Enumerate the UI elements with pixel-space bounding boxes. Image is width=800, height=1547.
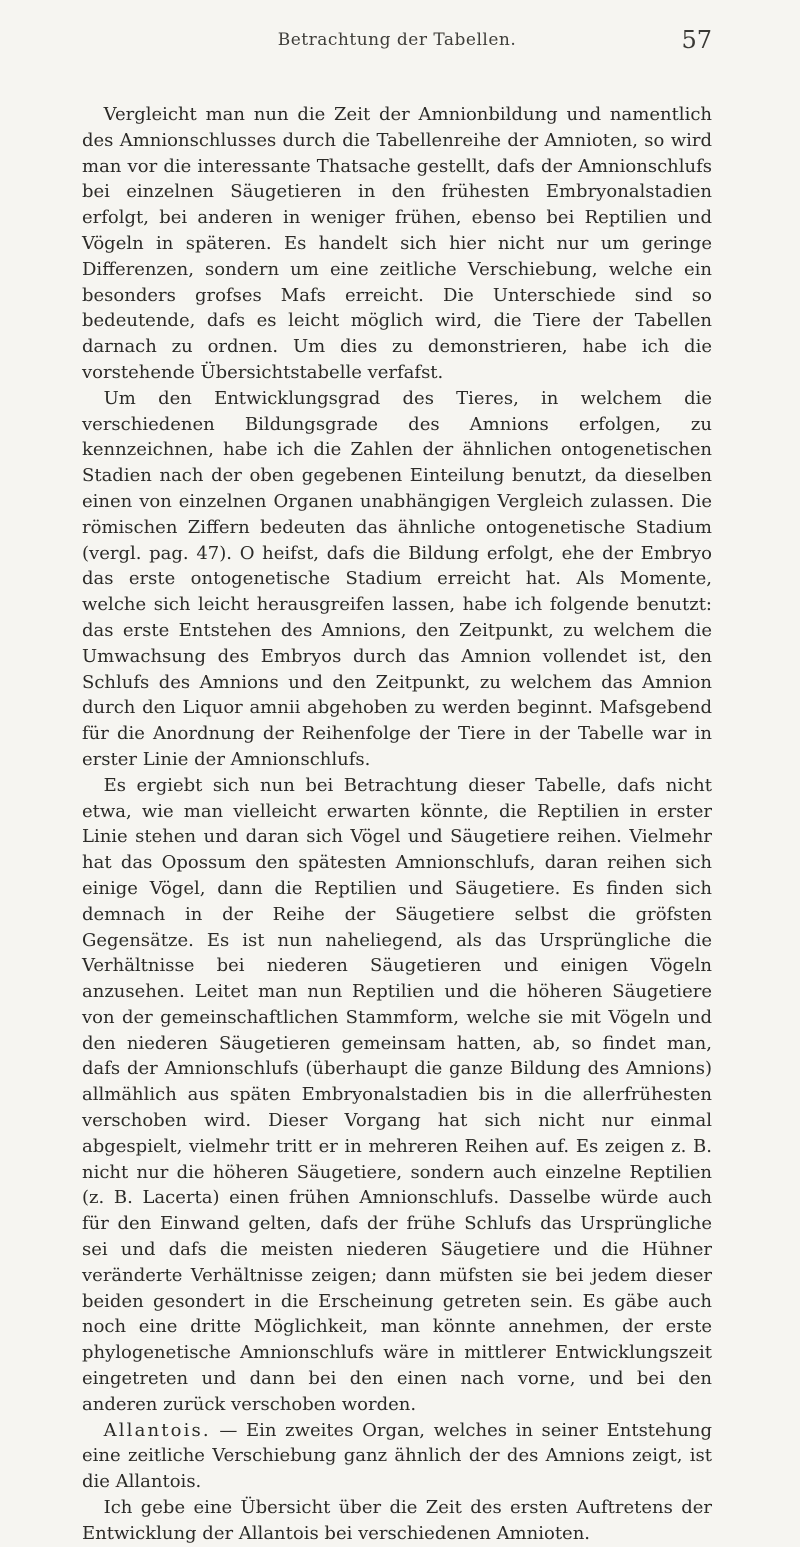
allantois-text: — Ein zweites Organ, welches in seiner Entstehung eine zeitliche Verschiebung ganz ähnlich der des Amnions zeigt, ist die Allantois. — [82, 1419, 712, 1493]
book-page — [82, 22, 712, 1547]
allantois-heading: Allantois. — [103, 1419, 211, 1441]
paragraph-allantois — [82, 1418, 712, 1495]
running-title: Betrachtung der Tabellen. — [277, 30, 517, 50]
paragraph-amnion-timing: Vergleicht man nun die Zeit der Amnionbildung und namentlich des Amnionschlusses durch die Tabellenreihe der Amnioten, so wird man vor die interessante Thatsache gestellt, dafs der Amnionschlufs bei einzelnen Säugetieren in den frühesten Embryonalstadien erfolgt, bei anderen in weniger frühen, ebenso bei Reptilien und Vögeln in späteren. Es handelt sich hier nicht nur um geringe Differenzen, sondern um eine zeitliche Verschiebung, welche ein besonders grofses Mafs erreicht. Die Unterschiede sind so bedeutende, dafs es leicht möglich wird, die Tiere der Tabellen darnach zu ordnen. Um dies zu demonstrieren, habe ich die vorstehende Übersichtstabelle verfafst. — [82, 104, 712, 383]
paragraph-closing: Ich gebe eine Übersicht über die Zeit des ersten Auftretens der Entwicklung der Allantois bei verschiedenen Amnioten. — [82, 1497, 712, 1544]
running-head — [82, 22, 712, 62]
body-text — [82, 102, 712, 1547]
page-number: 57 — [681, 26, 712, 54]
paragraph-table-observations: Es ergiebt sich nun bei Betrachtung dieser Tabelle, dafs nicht etwa, wie man vielleicht erwarten könnte, die Reptilien in erster Linie stehen und daran sich Vögel und Säugetiere reihen. Vielmehr hat das Opossum den spätesten Amnionschlufs, daran reihen sich einige Vögel, dann die Reptilien und Säugetiere. Es finden sich demnach in der Reihe der Säugetiere selbst die gröfsten Gegensätze. Es ist nun naheliegend, als das Ursprüngliche die Verhältnisse bei niederen Säugetieren und einigen Vögeln anzusehen. Leitet man nun Reptilien und die höheren Säugetiere von der gemeinschaftlichen Stammform, welche sie mit Vögeln und den niederen Säugetieren gemeinsam hatten, ab, so findet man, dafs der Amnionschlufs (überhaupt die ganze Bildung des Amnions) allmählich aus späten Embryonalstadien bis in die allerfrühesten verschoben wird. Dieser Vorgang hat sich nicht nur einmal abgespielt, vielmehr tritt er in mehreren Reihen auf. Es zeigen z. B. nicht nur die höheren Säugetiere, sondern auch einzelne Reptilien (z. B. Lacerta) einen frühen Amnionschlufs. Dasselbe würde auch für den Einwand gelten, dafs der frühe Schlufs das Ursprüngliche sei und dafs die meisten niederen Säugetiere und die Hühner veränderte Verhältnisse zeigen; dann müfsten sie bei jedem dieser beiden gesondert in die Erscheinung getreten sein. Es gäbe auch noch eine dritte Möglichkeit, man könnte annehmen, der erste phylogenetische Amnionschlufs wäre in mittlerer Entwicklungszeit eingetreten und dann bei den einen nach vorne, und bei den anderen zurück verschoben worden. — [82, 774, 712, 1415]
paragraph-developmental-stages: Um den Entwicklungsgrad des Tieres, in welchem die verschiedenen Bildungsgrade des Amnions erfolgen, zu kennzeichnen, habe ich die Zahlen der ähnlichen ontogenetischen Stadien nach der oben gegebenen Einteilung benutzt, da dieselben einen von einzelnen Organen unabhängigen Vergleich zulassen. Die römischen Ziffern bedeuten das ähnliche ontogenetische Stadium (vergl. pag. 47). O heifst, dafs die Bildung erfolgt, ehe der Embryo das erste ontogenetische Stadium erreicht hat. Als Momente, welche sich leicht herausgreifen lassen, habe ich folgende benutzt: das erste Entstehen des Amnions, den Zeitpunkt, zu welchem die Umwachsung des Embryos durch das Amnion vollendet ist, den Schlufs des Amnions und den Zeitpunkt, zu welchem das Amnion durch den Liquor amnii abgehoben zu werden beginnt. Mafsgebend für die Anordnung der Reihenfolge der Tiere in der Tabelle war in erster Linie der Amnionschlufs. — [82, 387, 712, 770]
